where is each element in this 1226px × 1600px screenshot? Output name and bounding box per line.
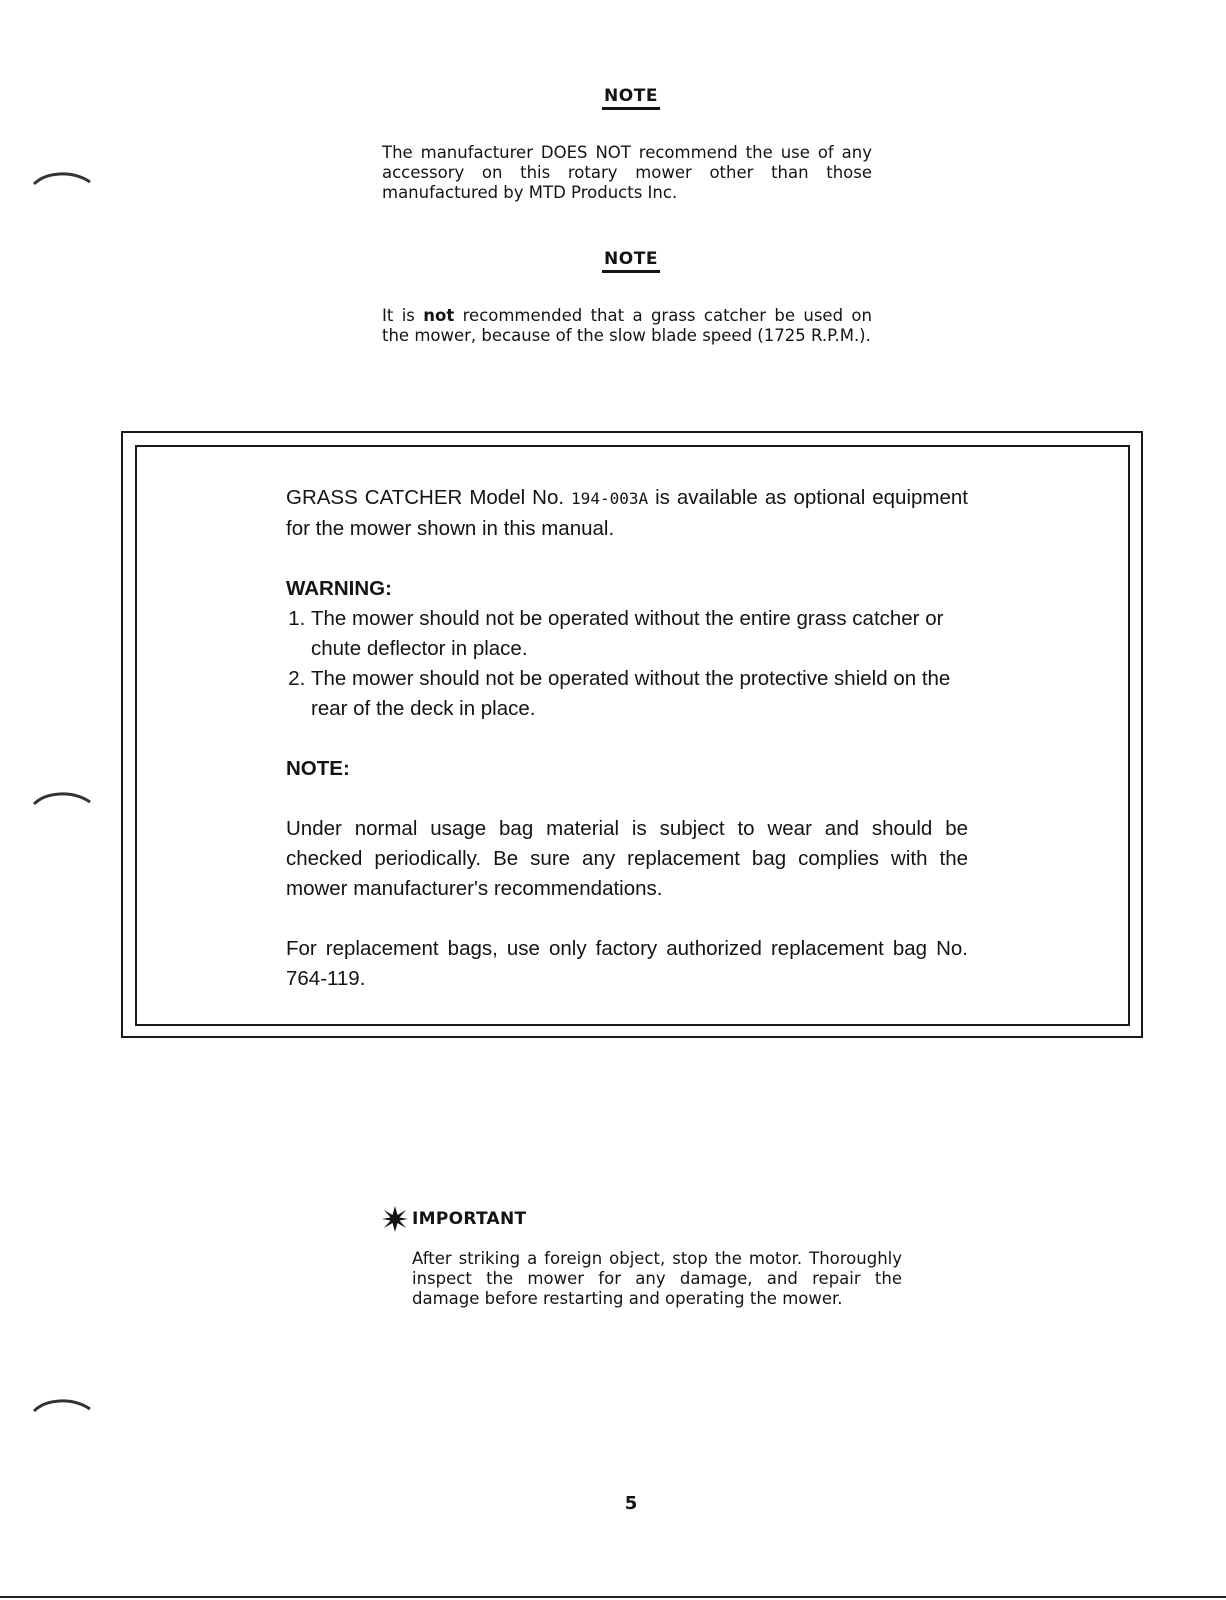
grass-catcher-info-box bbox=[286, 483, 968, 994]
note-subheading: NOTE: bbox=[286, 757, 350, 780]
margin-mark bbox=[32, 168, 92, 188]
warning-list bbox=[286, 604, 968, 724]
note-heading: NOTE bbox=[0, 249, 1226, 273]
page-number: 5 bbox=[624, 1493, 638, 1514]
margin-mark bbox=[32, 788, 92, 808]
note-heading: NOTE bbox=[0, 86, 1226, 110]
bottom-rule bbox=[0, 1596, 1226, 1598]
warning-heading: WARNING: bbox=[286, 577, 392, 600]
bag-wear-note: Under normal usage bag material is subject to wear and should be checked periodically. Be sure any replacement bag complies with the mower manufacturer's recommendations. bbox=[286, 817, 968, 900]
margin-mark bbox=[32, 1395, 92, 1415]
note-text: The manufacturer DOES NOT recommend the use of any accessory on this rotary mower other than those manufactured by MTD Products Inc. bbox=[382, 143, 872, 202]
important-text: After striking a foreign object, stop the motor. Thoroughly inspect the mower for any damage, and repair the damage before restarting and operating the mower. bbox=[412, 1249, 902, 1308]
note-text: It is not recommended that a grass catcher be used on the mower, because of the slow blade speed (1725 R.P.M.). bbox=[382, 306, 872, 345]
emphasis-not: not bbox=[423, 306, 455, 325]
warning-item: 1. The mower should not be operated without the entire grass catcher or chute deflector in place. bbox=[311, 604, 968, 664]
grass-catcher-intro: GRASS CATCHER Model No. 194-003A is available as optional equipment for the mower shown in this manual. bbox=[286, 486, 968, 540]
important-heading: IMPORTANT bbox=[382, 1206, 526, 1232]
replacement-bag-note: For replacement bags, use only factory authorized replacement bag No. 764-119. bbox=[286, 937, 968, 990]
model-number: 194-003A bbox=[571, 489, 649, 508]
asterisk-star-icon bbox=[382, 1206, 408, 1232]
warning-item: 2. The mower should not be operated without the protective shield on the rear of the deck in place. bbox=[311, 664, 968, 724]
